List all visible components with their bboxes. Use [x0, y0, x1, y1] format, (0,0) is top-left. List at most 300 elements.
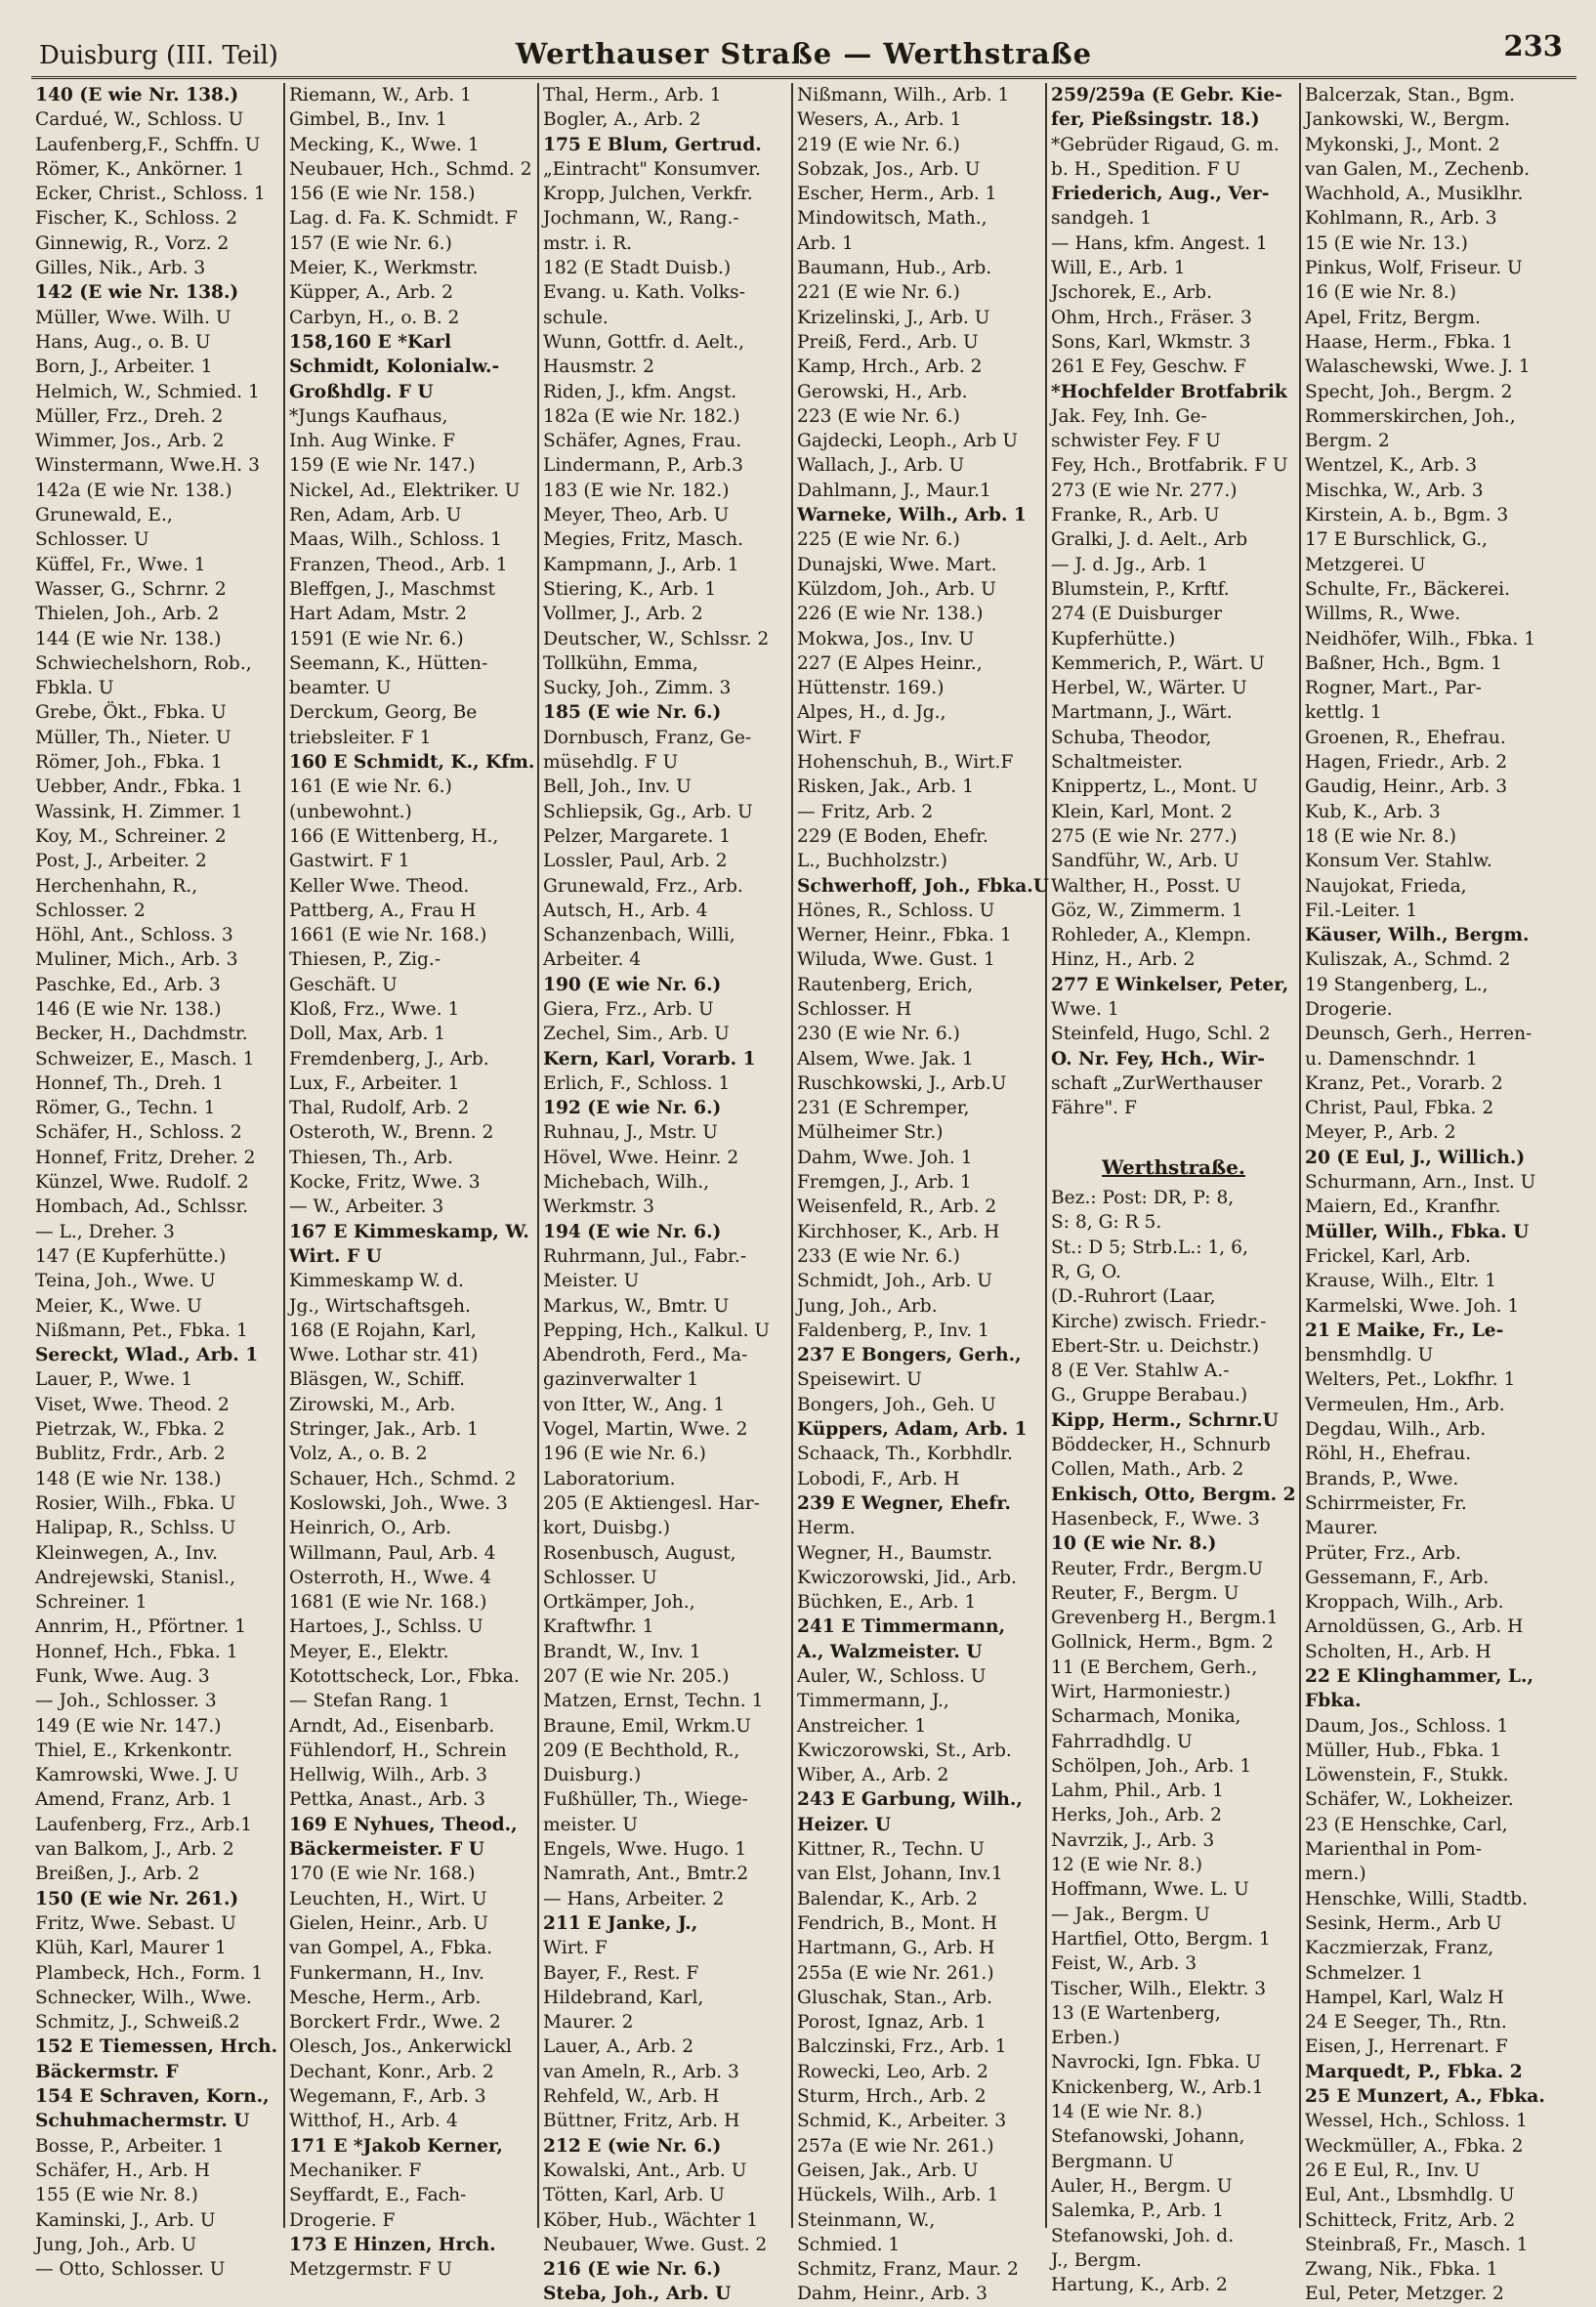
directory-entry: Schnecker, Wilh., Wwe. [35, 1987, 252, 2008]
directory-entry: Doll, Max, Arb. 1 [289, 1024, 446, 1045]
directory-entry: Borckert Frdr., Wwe. 2 [289, 2012, 501, 2034]
directory-entry: Halipap, R., Schlss. U [35, 1518, 236, 1539]
directory-entry: Zechel, Sim., Arb. U [543, 1024, 730, 1045]
directory-entry: Auler, H., Bergm. U [1051, 2175, 1233, 2197]
directory-entry: 24 E Seeger, Th., Rtn. [1305, 2012, 1507, 2034]
directory-entry: Uebber, Andr., Fbka. 1 [35, 776, 243, 798]
directory-entry: Dahlmann, J., Maur.1 [797, 480, 991, 501]
directory-entry: Jankowski, W., Bergm. [1305, 109, 1511, 131]
directory-entry: Schölpen, Joh., Arb. 1 [1051, 1755, 1252, 1777]
directory-entry: Müller, Frz., Dreh. 2 [35, 405, 224, 427]
directory-entry: Dahm, Heinr., Arb. 3 [797, 2284, 988, 2305]
directory-entry: Speisewirt. U [797, 1369, 922, 1391]
directory-entry: Nißmann, Wilh., Arb. 1 [797, 85, 1010, 105]
directory-entry: Müller, Hub., Fbka. 1 [1305, 1740, 1502, 1761]
directory-entry: 182 (E Stadt Duisb.) [543, 258, 732, 279]
directory-entry: Schanzenbach, Willi, [543, 925, 735, 946]
directory-entry: Breißen, J., Arb. 2 [35, 1864, 200, 1885]
directory-entry: Inh. Aug Winke. F [289, 431, 456, 452]
directory-entry: Wwe. Lothar str. 41) [289, 1345, 479, 1366]
directory-entry: Ecker, Christ., Schloss. 1 [35, 184, 266, 205]
directory-entry: Dechant, Konr., Arb. 2 [289, 2061, 494, 2082]
directory-entry: — Jak., Bergm. U [1051, 1904, 1210, 1925]
directory-entry: — Hans, kfm. Angest. 1 [1051, 232, 1268, 254]
directory-entry: Meyer, E., Elektr. [289, 1641, 449, 1662]
directory-entry: Wiluda, Wwe. Gust. 1 [797, 949, 995, 971]
directory-entry: Reuter, Frdr., Bergm.U [1051, 1558, 1264, 1579]
directory-entry: 173 E Hinzen, Hrch. [289, 2234, 496, 2255]
directory-entry: Hampel, Karl, Walz H [1305, 1987, 1504, 2008]
directory-entry: Lahm, Phil., Arb. 1 [1051, 1781, 1224, 1802]
directory-entry: Hövel, Wwe. Heinr. 2 [543, 1147, 739, 1168]
directory-entry: 149 (E wie Nr. 147.) [35, 1715, 222, 1737]
directory-entry: Brands, P., Wwe. [1305, 1468, 1459, 1489]
directory-entry: kort, Duisbg.) [543, 1518, 670, 1539]
directory-entry: 157 (E wie Nr. 6.) [289, 232, 452, 254]
directory-entry: Leuchten, H., Wirt. U [289, 1888, 487, 1909]
directory-entry: 169 E Nyhues, Theod., [289, 1814, 518, 1835]
directory-entry: Hartfiel, Otto, Bergm. 1 [1051, 1928, 1271, 1950]
directory-entry: Herks, Joh., Arb. 2 [1051, 1805, 1222, 1826]
directory-entry: 156 (E wie Nr. 158.) [289, 184, 476, 205]
directory-entry: Bayer, F., Rest. F [543, 1962, 699, 1984]
directory-entry: Klein, Karl, Mont. 2 [1051, 801, 1233, 822]
directory-entry: Osterroth, H., Wwe. 4 [289, 1567, 492, 1588]
directory-entry: Andrejewski, Stanisl., [35, 1567, 235, 1588]
directory-entry: 182a (E wie Nr. 182.) [543, 405, 740, 427]
directory-entry: Külzdom, Joh., Arb. U [797, 578, 996, 600]
directory-entry: Bäckermstr. F [35, 2061, 179, 2082]
directory-entry: Rehfeld, W., Arb. H [543, 2086, 720, 2108]
directory-entry: 275 (E wie Nr. 277.) [1051, 825, 1238, 847]
directory-entry: Funk, Wwe. Aug. 3 [35, 1666, 210, 1687]
page-number: 233 [1503, 29, 1563, 63]
directory-entry: Kirche) zwisch. Friedr.- [1051, 1311, 1267, 1332]
directory-entry: Steinmann, W., [797, 2209, 936, 2231]
directory-entry: 237 E Bongers, Gerh., [797, 1345, 1022, 1366]
directory-entry: Engels, Wwe. Hugo. 1 [543, 1839, 747, 1861]
directory-entry: Hartoes, J., Schlss. U [289, 1616, 483, 1638]
directory-entry: 150 (E wie Nr. 261.) [35, 1888, 239, 1909]
directory-entry: Hoffmann, Wwe. L. U [1051, 1879, 1249, 1901]
directory-entry: Krizelinski, J., Arb. U [797, 307, 990, 328]
directory-entry: Duisburg.) [543, 1765, 642, 1786]
directory-entry: Vogel, Martin, Wwe. 2 [543, 1419, 748, 1441]
directory-entry: Großhdlg. F U [289, 381, 434, 402]
directory-entry: Zirowski, M., Arb. [289, 1394, 456, 1415]
directory-entry: Amend, Franz, Arb. 1 [35, 1789, 233, 1811]
directory-entry: Jung, Joh., Arb. U [35, 2234, 197, 2255]
directory-entry: Bergm. 2 [1305, 431, 1390, 452]
directory-entry: Schaack, Th., Korbhdlr. [797, 1444, 1013, 1465]
directory-entry: van Ameln, R., Arb. 3 [543, 2061, 739, 2082]
directory-entry: 216 (E wie Nr. 6.) [543, 2259, 722, 2281]
directory-entry: Bell, Joh., Inv. U [543, 776, 692, 798]
directory-entry: Anstreicher. 1 [797, 1715, 927, 1737]
directory-entry: Tischer, Wilh., Elektr. 3 [1051, 1978, 1267, 1999]
directory-entry: Hartmann, G., Arb. H [797, 1938, 995, 1959]
directory-entry [1051, 1120, 1296, 1145]
directory-entry: Konsum Ver. Stahlw. [1305, 851, 1492, 872]
directory-entry: Käuser, Wilh., Bergm. [1305, 925, 1530, 946]
directory-entry: Römer, Joh., Fbka. 1 [35, 752, 223, 774]
directory-entry: Frickel, Karl, Arb. [1305, 1245, 1471, 1267]
directory-entry: Hildebrand, Karl, [543, 1987, 704, 2008]
directory-entry: Büttner, Fritz, Arb. H [543, 2111, 740, 2132]
directory-entry: Prüter, Frz., Arb. [1305, 1542, 1461, 1564]
page-header [31, 29, 1576, 79]
directory-entry: 257a (E wie Nr. 261.) [797, 2135, 994, 2157]
directory-entry: Becker, H., Dachdmstr. [35, 1024, 248, 1045]
directory-entry: Vollmer, J., Arb. 2 [543, 604, 703, 625]
directory-entry: — Stefan Rang. 1 [289, 1691, 450, 1712]
directory-entry: Schmitz, Franz, Maur. 2 [797, 2259, 1019, 2281]
directory-entry: Kirchhoser, K., Arb. H [797, 1221, 1000, 1242]
directory-entry: Auler, W., Schloss. U [797, 1666, 987, 1687]
directory-entry: Kocke, Fritz, Wwe. 3 [289, 1172, 481, 1194]
directory-columns [31, 83, 1576, 2305]
directory-entry: Honnef, Fritz, Dreher. 2 [35, 1147, 256, 1168]
directory-column-6 [1301, 83, 1555, 2305]
directory-entry: Fähre". F [1051, 1098, 1137, 1119]
directory-entry: Schurmann, Arn., Inst. U [1305, 1172, 1536, 1194]
directory-entry: Mechaniker. F [289, 2160, 422, 2181]
directory-entry: Pelzer, Margarete. 1 [543, 825, 732, 847]
directory-entry: Bublitz, Frdr., Arb. 2 [35, 1444, 226, 1465]
directory-entry: Kamrowski, Wwe. J. U [35, 1765, 239, 1786]
directory-entry: Dahm, Wwe. Joh. 1 [797, 1147, 973, 1168]
directory-entry: Gessemann, F., Arb. [1305, 1567, 1490, 1588]
directory-entry: Collen, Math., Arb. 2 [1051, 1459, 1244, 1481]
directory-entry: 21 E Maike, Fr., Le- [1305, 1320, 1504, 1341]
directory-entry: Fußhüller, Th., Wiege- [543, 1789, 748, 1811]
directory-entry: fer, Pießsingstr. 18.) [1051, 109, 1260, 131]
directory-entry: 231 (E Schremper, [797, 1098, 970, 1119]
directory-entry: — L., Dreher. 3 [35, 1221, 175, 1242]
directory-entry: 168 (E Rojahn, Karl, [289, 1320, 477, 1341]
directory-entry: Schmied. 1 [797, 2234, 901, 2255]
directory-entry: Büchken, E., Arb. 1 [797, 1592, 977, 1614]
directory-entry: Evang. u. Kath. Volks- [543, 282, 745, 304]
directory-entry: Gielen, Heinr., Arb. U [289, 1912, 488, 1934]
directory-entry: Schmidt, Joh., Arb. U [797, 1271, 992, 1292]
directory-entry: Kloß, Frz., Wwe. 1 [289, 998, 460, 1020]
directory-entry: Geisen, Jak., Arb. U [797, 2160, 979, 2181]
directory-entry: Kimmeskamp W. d. [289, 1271, 464, 1292]
directory-entry: Kirstein, A. b., Bgm. 3 [1305, 505, 1509, 526]
directory-entry: 147 (E Kupferhütte.) [35, 1245, 227, 1267]
directory-entry: Hart Adam, Mstr. 2 [289, 604, 467, 625]
directory-entry: A., Walzmeister. U [797, 1641, 983, 1662]
directory-entry: Kotottscheck, Lor., Fbka. [289, 1666, 520, 1687]
directory-entry: 16 (E wie Nr. 8.) [1305, 282, 1457, 304]
directory-entry: Wiber, A., Arb. 2 [797, 1765, 949, 1786]
directory-entry: Schlosser. 2 [35, 900, 146, 921]
directory-entry: Salemka, P., Arb. 1 [1051, 2201, 1224, 2222]
directory-entry: Megies, Fritz, Masch. [543, 529, 744, 551]
directory-entry: Küpper, A., Arb. 2 [289, 282, 453, 304]
street-heading: Werthstraße. [1102, 1154, 1245, 1179]
directory-entry: — Joh., Schlosser. 3 [35, 1691, 217, 1712]
directory-entry: Henschke, Willi, Stadtb. [1305, 1888, 1529, 1909]
directory-entry: Wwe. 1 [1051, 998, 1119, 1020]
directory-entry: 1681 (E wie Nr. 168.) [289, 1592, 487, 1614]
directory-entry: Eul, Ant., Lbsmhdlg. U [1305, 2185, 1515, 2206]
directory-entry: Stefanowski, Johann, [1051, 2126, 1245, 2148]
directory-entry: Lag. d. Fa. K. Schmidt. F [289, 208, 518, 230]
directory-entry: Hellwig, Wilh., Arb. 3 [289, 1765, 487, 1786]
directory-entry: Schuba, Theodor, [1051, 727, 1212, 748]
directory-entry: Scholten, H., Arb. H [1305, 1641, 1491, 1662]
directory-entry: Laboratorium. [543, 1468, 676, 1489]
directory-entry: Küppers, Adam, Arb. 1 [797, 1419, 1028, 1441]
directory-entry: 19 Stangenberg, L., [1305, 974, 1489, 995]
directory-entry: Kaminski, J., Arb. U [35, 2209, 216, 2231]
directory-entry: Kraftwfhr. 1 [543, 1616, 654, 1638]
directory-entry: Jochmann, W., Rang.- [543, 208, 739, 230]
directory-entry: Löwenstein, F., Stukk. [1305, 1765, 1509, 1786]
directory-entry: Stiering, K., Arb. 1 [543, 578, 717, 600]
directory-entry: Escher, Herm., Arb. 1 [797, 184, 997, 205]
directory-entry: Fey, Hch., Brotfabrik. F U [1051, 455, 1288, 477]
directory-entry: Hönes, R., Schloss. U [797, 900, 995, 921]
directory-entry: Kupferhütte.) [1051, 628, 1176, 650]
directory-entry: Arnoldüssen, G., Arb. H [1305, 1616, 1524, 1638]
directory-entry: Gerowski, H., Arb. [797, 381, 968, 402]
directory-entry: Degdau, Wilh., Arb. [1305, 1419, 1487, 1441]
directory-entry: mstr. i. R. [543, 232, 632, 254]
directory-entry: Geschäft. U [289, 974, 398, 995]
directory-entry: Faldenberg, P., Inv. 1 [797, 1320, 989, 1341]
directory-entry: Plambeck, Hch., Form. 1 [35, 1962, 264, 1984]
directory-entry: Tötten, Karl, Arb. U [543, 2185, 725, 2206]
directory-entry: 170 (E wie Nr. 168.) [289, 1864, 476, 1885]
directory-entry: Willmann, Paul, Arb. 4 [289, 1542, 496, 1564]
directory-entry: Hinz, H., Arb. 2 [1051, 949, 1196, 971]
directory-entry: Navrzik, J., Arb. 3 [1051, 1829, 1215, 1851]
directory-entry: Römer, K., Ankörner. 1 [35, 158, 245, 180]
directory-entry: Meier, K., Wwe. U [35, 1295, 202, 1317]
directory-entry: Markus, W., Bmtr. U [543, 1295, 730, 1317]
directory-entry: Rowecki, Leo, Arb. 2 [797, 2061, 988, 2082]
directory-entry: Meister. U [543, 1271, 640, 1292]
directory-entry: Gajdecki, Leoph., Arb U [797, 431, 1019, 452]
directory-column-1 [31, 83, 285, 2281]
directory-entry: Schirrmeister, Fr. [1305, 1492, 1467, 1514]
directory-entry: Laufenberg, Frz., Arb.1 [35, 1814, 253, 1835]
directory-entry: Will, E., Arb. 1 [1051, 258, 1186, 279]
directory-entry: Born, J., Arbeiter. 1 [35, 357, 213, 378]
directory-column-3 [539, 83, 793, 2305]
directory-entry: Fritz, Wwe. Sebast. U [35, 1912, 236, 1934]
directory-entry: Helmich, W., Schmied. 1 [35, 381, 260, 402]
directory-entry: Neidhöfer, Wilh., Fbka. 1 [1305, 628, 1536, 650]
directory-entry: Klüh, Karl, Maurer 1 [35, 1938, 227, 1959]
directory-entry: Arndt, Ad., Eisenbarb. [289, 1715, 495, 1737]
directory-entry: Lauer, P., Wwe. 1 [35, 1369, 193, 1391]
directory-entry: Göz, W., Zimmerm. 1 [1051, 900, 1243, 921]
directory-entry: Wassink, H. Zimmer. 1 [35, 801, 243, 822]
directory-entry: Groenen, R., Ehefrau. [1305, 727, 1506, 748]
directory-entry: Scharmach, Monika, [1051, 1706, 1241, 1728]
directory-entry: Kroppach, Wilh., Arb. [1305, 1592, 1504, 1614]
directory-entry: Balcerzak, Stan., Bgm. [1305, 85, 1516, 105]
directory-entry: Schäfer, H., Arb. H [35, 2160, 210, 2181]
directory-entry: Herchenhahn, R., [35, 875, 198, 897]
directory-entry: Koy, M., Schreiner. 2 [35, 825, 227, 847]
directory-entry: Baßner, Hch., Bgm. 1 [1305, 652, 1502, 674]
directory-entry: Carbyn, H., o. B. 2 [289, 307, 460, 328]
directory-entry: 155 (E wie Nr. 8.) [35, 2185, 198, 2206]
directory-entry: Schmitz, J., Schweiß.2 [35, 2012, 240, 2034]
directory-entry: Heizer. U [797, 1814, 892, 1835]
directory-entry: Apel, Fritz, Bergm. [1305, 307, 1481, 328]
directory-entry: Kub, K., Arb. 3 [1305, 801, 1441, 822]
directory-entry: kettlg. 1 [1305, 702, 1382, 724]
directory-entry: Mokwa, Jos., Inv. U [797, 628, 975, 650]
directory-entry: 223 (E wie Nr. 6.) [797, 405, 960, 427]
directory-entry: Sucky, Joh., Zimm. 3 [543, 678, 732, 699]
directory-entry: Laufenberg,F., Schffn. U [35, 134, 261, 155]
directory-entry: Jschorek, E., Arb. [1051, 282, 1212, 304]
directory-entry: Schlosser. H [797, 998, 912, 1020]
directory-entry: 152 E Tiemessen, Hrch. [35, 2036, 278, 2058]
directory-entry: Paschke, Ed., Arb. 3 [35, 974, 221, 995]
directory-entry: *Jungs Kaufhaus, [289, 405, 448, 427]
directory-entry: Alpes, H., d. Jg., [797, 702, 946, 724]
directory-entry: Dornbusch, Franz, Ge- [543, 727, 752, 748]
directory-entry: Bleffgen, J., Maschmst [289, 578, 495, 600]
directory-entry: Steinfeld, Hugo, Schl. 2 [1051, 1024, 1271, 1045]
directory-entry: Derckum, Georg, Be [289, 702, 478, 724]
directory-entry: 166 (E Wittenberg, H., [289, 825, 499, 847]
directory-entry: Gralki, J. d. Aelt., Arb [1051, 529, 1248, 551]
directory-entry: Dunajski, Wwe. Mart. [797, 554, 997, 575]
directory-entry: Kowalski, Ant., Arb. U [543, 2160, 747, 2181]
directory-entry: Arbeiter. 4 [543, 949, 642, 971]
directory-entry: Gollnick, Herm., Bgm. 2 [1051, 1632, 1274, 1654]
directory-entry: 226 (E wie Nr. 138.) [797, 604, 984, 625]
directory-entry: 10 (E wie Nr. 8.) [1051, 1533, 1217, 1555]
directory-entry: 274 (E Duisburger [1051, 604, 1223, 625]
directory-entry: Kwiczorowski, Jid., Arb. [797, 1567, 1017, 1588]
directory-entry: 161 (E wie Nr. 6.) [289, 776, 452, 798]
directory-entry: Schmelzer. 1 [1305, 1962, 1424, 1984]
directory-entry: Wegner, H., Baumstr. [797, 1542, 993, 1564]
directory-entry: Nißmann, Pet., Fbka. 1 [35, 1320, 248, 1341]
directory-entry: Alsem, Wwe. Jak. 1 [797, 1048, 974, 1070]
directory-entry: 12 (E wie Nr. 8.) [1051, 1855, 1203, 1876]
directory-entry: Risken, Jak., Arb. 1 [797, 776, 974, 798]
directory-entry: Gimbel, B., Inv. 1 [289, 109, 447, 131]
directory-entry: 167 E Kimmeskamp, W. [289, 1221, 529, 1242]
directory-entry: 259/259a (E Gebr. Kie- [1051, 85, 1282, 105]
directory-entry: J., Bergm. [1051, 2249, 1142, 2271]
directory-entry: Knippertz, L., Mont. U [1051, 776, 1258, 798]
directory-entry: Walaschewski, Wwe. J. 1 [1305, 357, 1531, 378]
directory-entry: 142 (E wie Nr. 138.) [35, 282, 239, 304]
directory-entry: schwister Fey. F U [1051, 431, 1221, 452]
directory-entry: Franke, R., Arb. U [1051, 505, 1220, 526]
directory-entry: Fremgen, J., Arb. 1 [797, 1172, 972, 1194]
directory-entry: 207 (E wie Nr. 205.) [543, 1666, 730, 1687]
directory-entry: Herm. [797, 1518, 856, 1539]
directory-entry: schaft „ZurWerthauser [1051, 1072, 1263, 1094]
directory-entry: Neubauer, Hch., Schmd. 2 [289, 158, 532, 180]
directory-entry: von Itter, W., Ang. 1 [543, 1394, 726, 1415]
directory-entry: Annrim, H., Pförtner. 1 [35, 1616, 247, 1638]
directory-entry: van Galen, M., Zechenb. [1305, 158, 1531, 180]
directory-entry: Wegemann, F., Arb. 3 [289, 2086, 486, 2108]
directory-entry: Weckmüller, A., Fbka. 2 [1305, 2135, 1524, 2157]
directory-entry: Müller, Wwe. Wilh. U [35, 307, 231, 328]
directory-entry: Lindermann, P., Arb.3 [543, 455, 743, 477]
directory-entry: *Hochfelder Brotfabrik [1051, 381, 1287, 402]
directory-entry: Deutscher, W., Schlssr. 2 [543, 628, 770, 650]
directory-entry: Bäckermeister. F U [289, 1839, 484, 1861]
directory-entry: Schliepsik, Gg., Arb. U [543, 801, 753, 822]
directory-entry: 154 E Schraven, Korn., [35, 2086, 270, 2108]
directory-entry: 185 (E wie Nr. 6.) [543, 702, 722, 724]
directory-entry: Kleinwegen, A., Inv. [35, 1542, 219, 1564]
directory-entry: Mesche, Herm., Arb. [289, 1987, 482, 2008]
directory-entry: 158,160 E *Karl [289, 331, 452, 353]
directory-entry: Wunn, Gottfr. d. Aelt., [543, 331, 745, 353]
directory-column-2 [285, 83, 539, 2281]
directory-entry: 221 (E wie Nr. 6.) [797, 282, 960, 304]
directory-entry: Schmid, K., Arbeiter. 3 [797, 2111, 1007, 2132]
directory-entry: Seemann, K., Hütten- [289, 652, 488, 674]
directory-entry: 192 (E wie Nr. 6.) [543, 1098, 722, 1119]
directory-entry: Pietrzak, W., Fbka. 2 [35, 1419, 226, 1441]
directory-entry: Baumann, Hub., Arb. [797, 258, 992, 279]
directory-entry: 11 (E Berchem, Gerh., [1051, 1657, 1258, 1678]
directory-entry: Rogner, Mart., Par- [1305, 678, 1482, 699]
directory-entry: Fühlendorf, H., Schrein [289, 1740, 507, 1761]
directory-entry: Drogerie. [1305, 998, 1393, 1020]
directory-entry: Hartung, K., Arb. 2 [1051, 2275, 1228, 2296]
directory-entry: van Gompel, A., Fbka. [289, 1938, 493, 1959]
directory-entry: Schwiechelshorn, Rob., [35, 652, 252, 674]
directory-entry: Weisenfeld, R., Arb. 2 [797, 1196, 997, 1218]
directory-entry: Thiel, E., Krkenkontr. [35, 1740, 233, 1761]
directory-entry: Braune, Emil, Wrkm.U [543, 1715, 751, 1737]
directory-entry: Honnef, Th., Dreh. 1 [35, 1072, 224, 1094]
directory-entry: gazinverwalter 1 [543, 1369, 699, 1391]
directory-entry: Hüttenstr. 169.) [797, 678, 945, 699]
directory-entry: Pepping, Hch., Kalkul. U [543, 1320, 771, 1341]
directory-entry: Jung, Joh., Arb. [797, 1295, 938, 1317]
directory-entry: 211 E Janke, J., [543, 1912, 698, 1934]
directory-entry: Seyffardt, E., Fach- [289, 2185, 467, 2206]
directory-entry: Enkisch, Otto, Bergm. 2 [1051, 1484, 1296, 1505]
directory-entry: 148 (E wie Nr. 138.) [35, 1468, 222, 1489]
directory-entry: Kwiczorowski, St., Arb. [797, 1740, 1012, 1761]
directory-entry: Fil.-Leiter. 1 [1305, 900, 1418, 921]
directory-entry: Wirt. F U [289, 1245, 382, 1267]
directory-entry: Neubauer, Wwe. Gust. 2 [543, 2234, 768, 2255]
directory-entry: Stringer, Jak., Arb. 1 [289, 1419, 479, 1441]
directory-entry: Wallach, J., Arb. U [797, 455, 965, 477]
directory-entry: Schitteck, Fritz, Arb. 2 [1305, 2209, 1516, 2231]
directory-entry: Küffel, Fr., Wwe. 1 [35, 554, 206, 575]
directory-entry: Balendar, K., Arb. 2 [797, 1888, 978, 1909]
directory-entry: L., Buchholzstr.) [797, 851, 948, 872]
directory-entry: S: 8, G: R 5. [1051, 1212, 1162, 1234]
directory-entry: Schulte, Fr., Bäckerei. [1305, 578, 1511, 600]
directory-entry: Schmidt, Kolonialw.- [289, 357, 500, 378]
directory-entry: 227 (E Alpes Heinr., [797, 652, 983, 674]
